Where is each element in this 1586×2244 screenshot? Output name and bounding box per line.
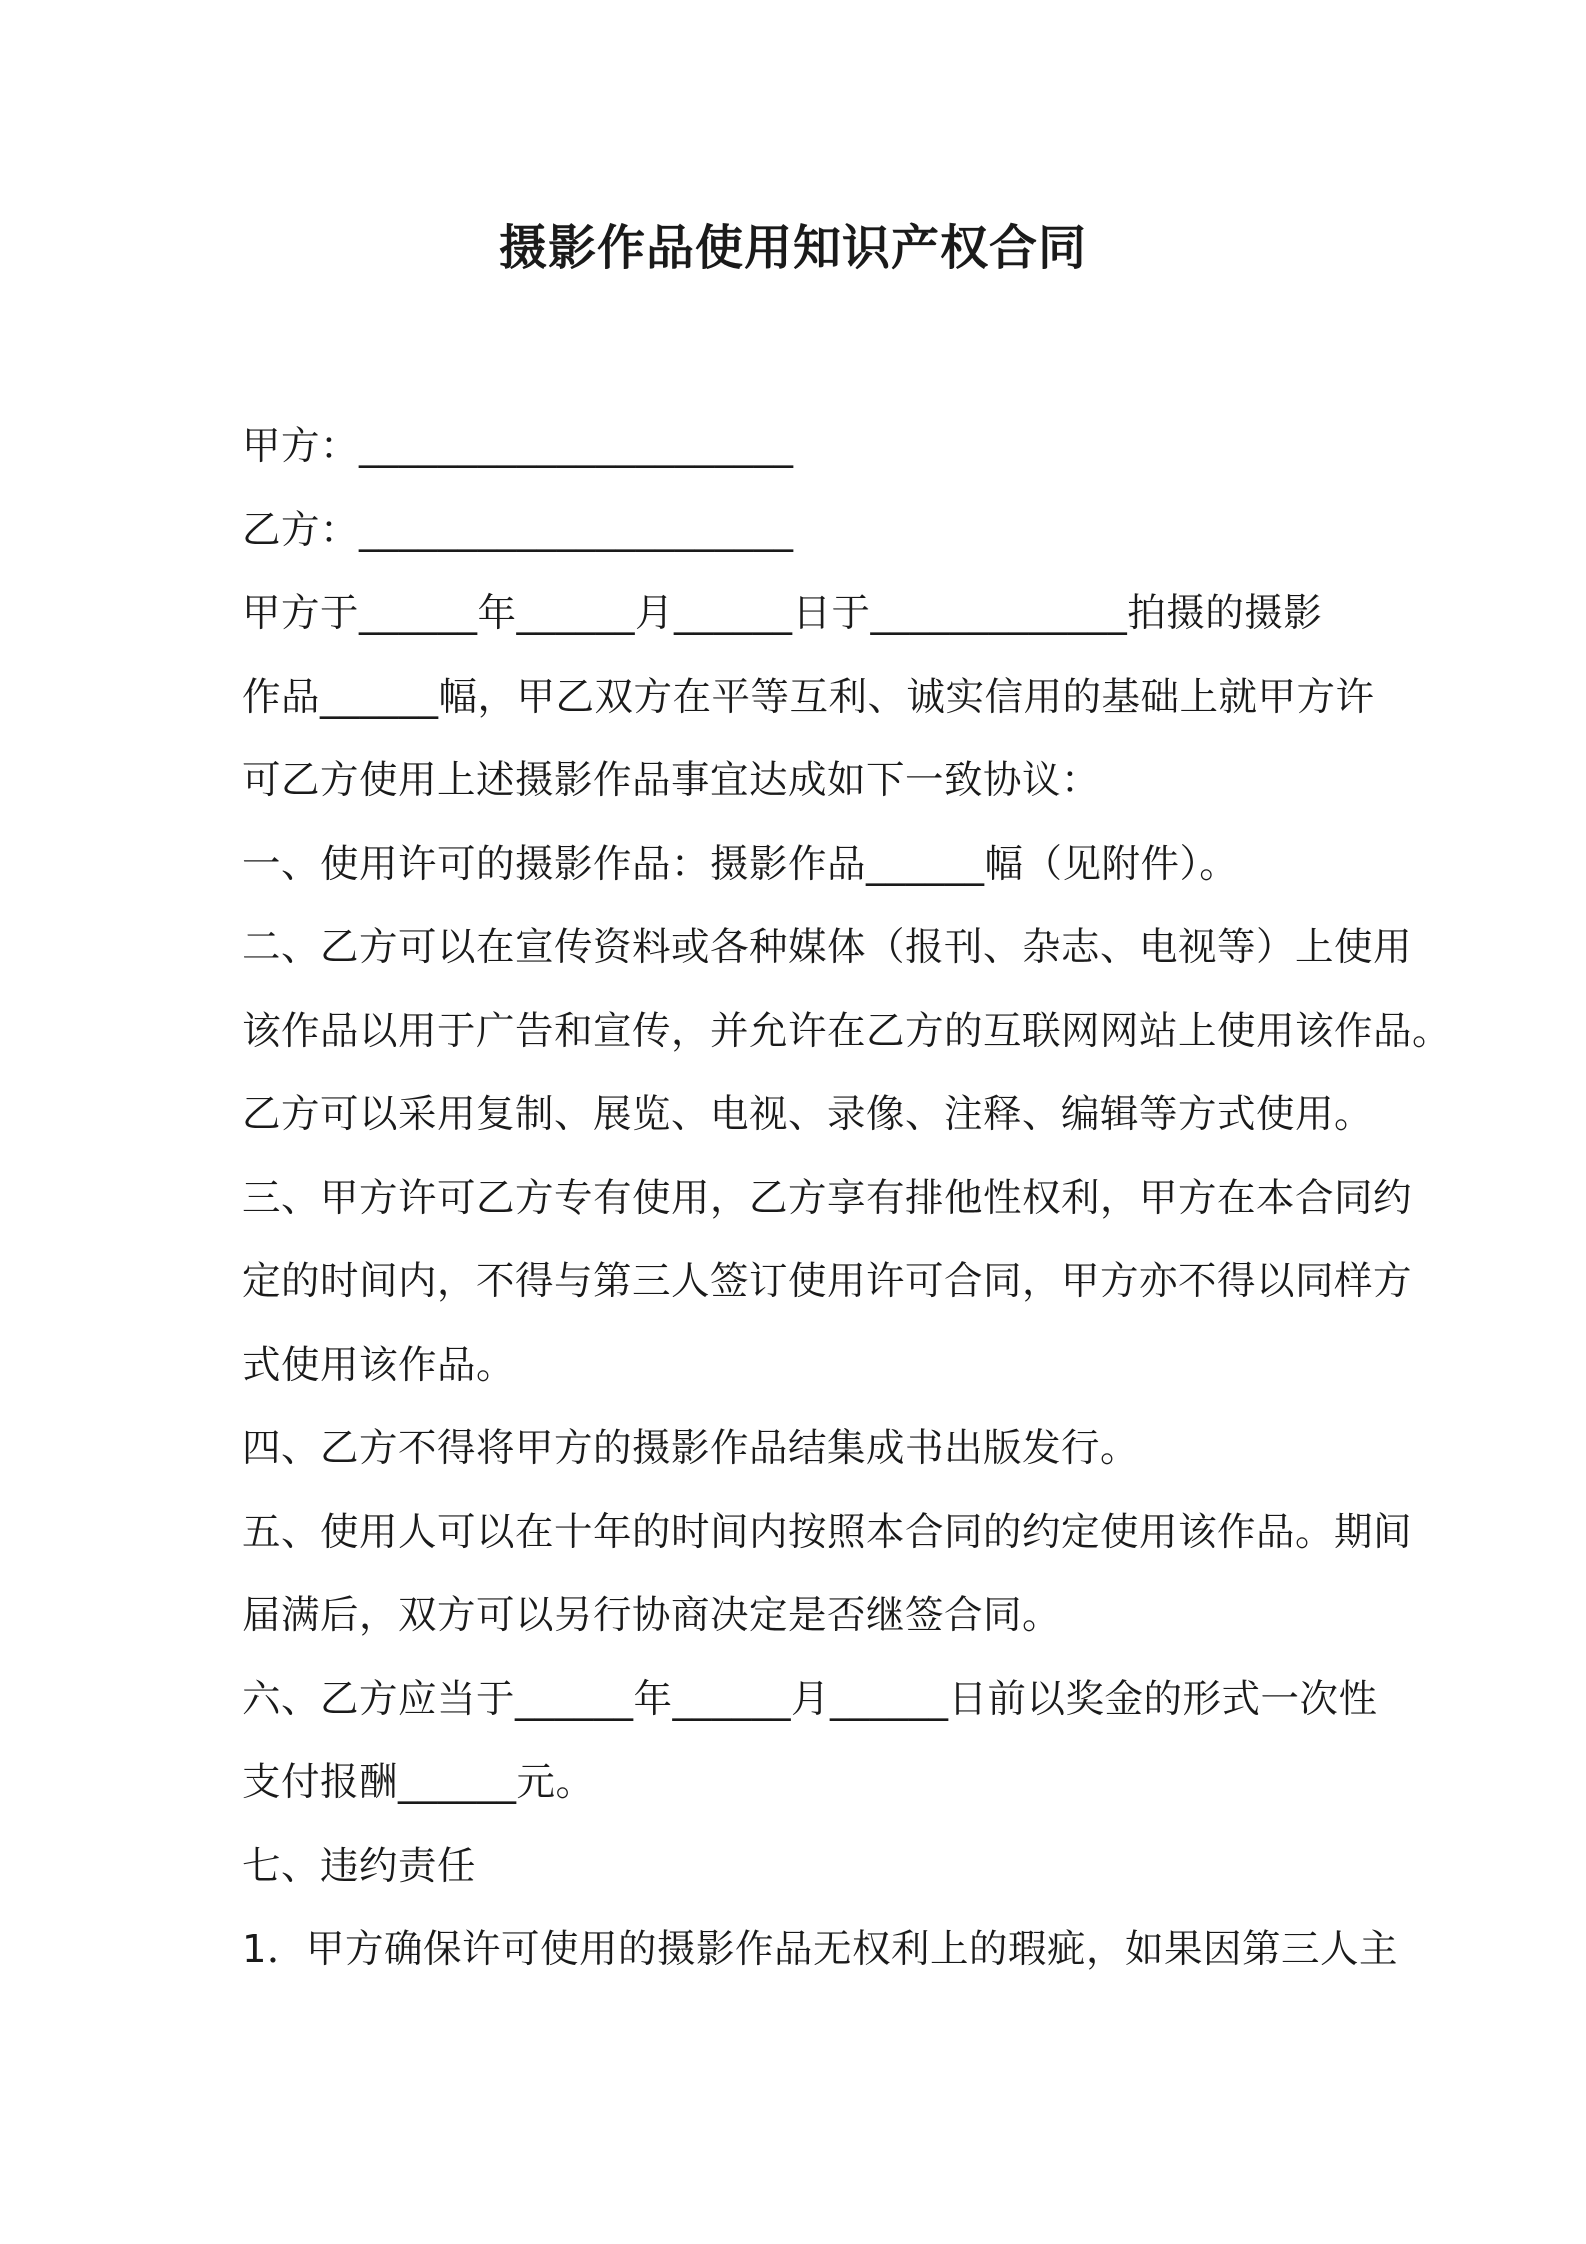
clause-3-line: 三、甲方许可乙方专有使用，乙方享有排他性权利，甲方在本合同约: [242, 1175, 1413, 1221]
clause-2-line: 该作品以用于广告和宣传，并允许在乙方的互联网网站上使用该作品。: [242, 1008, 1452, 1054]
clause-6-line: 六、乙方应当于______年______月______日前以奖金的形式一次性: [242, 1676, 1378, 1722]
clause-7-heading: 七、违约责任: [242, 1843, 477, 1889]
clause-3-line: 定的时间内，不得与第三人签订使用许可合同，甲方亦不得以同样方: [242, 1259, 1413, 1304]
clause-2-line: 二、乙方可以在宣传资料或各种媒体（报刊、杂志、电视等）上使用: [242, 925, 1413, 970]
clause-4-line: 四、乙方不得将甲方的摄影作品结集成书出版发行。: [242, 1426, 1140, 1471]
document-body: [242, 405, 1452, 1992]
document-title: 摄影作品使用知识产权合同: [498, 220, 1087, 276]
preamble-line: 甲方于______年______月______日于_____________拍摄的摄影: [242, 591, 1323, 636]
clause-3-line: 式使用该作品。: [242, 1342, 516, 1388]
clause-5-line: 五、使用人可以在十年的时间内按照本合同的约定使用该作品。期间: [242, 1509, 1413, 1555]
clause-7-item-1-line: 1．甲方确保许可使用的摄影作品无权利上的瑕疵，如果因第三人主: [242, 1927, 1398, 1972]
party-a-line: 甲方：______________________: [242, 424, 794, 469]
clause-2-line: 乙方可以采用复制、展览、电视、录像、注释、编辑等方式使用。: [242, 1092, 1374, 1137]
preamble-line: 可乙方使用上述摄影作品事宜达成如下一致协议：: [242, 758, 1101, 803]
clause-5-line: 届满后，双方可以另行协商决定是否继签合同。: [242, 1593, 1062, 1638]
preamble-line: 作品______幅，甲乙双方在平等互利、诚实信用的基础上就甲方许: [242, 674, 1375, 720]
clause-6-line: 支付报酬______元。: [242, 1760, 595, 1805]
party-b-line: 乙方：______________________: [242, 507, 794, 553]
clause-1-line: 一、使用许可的摄影作品：摄影作品______幅（见附件）。: [242, 841, 1239, 887]
